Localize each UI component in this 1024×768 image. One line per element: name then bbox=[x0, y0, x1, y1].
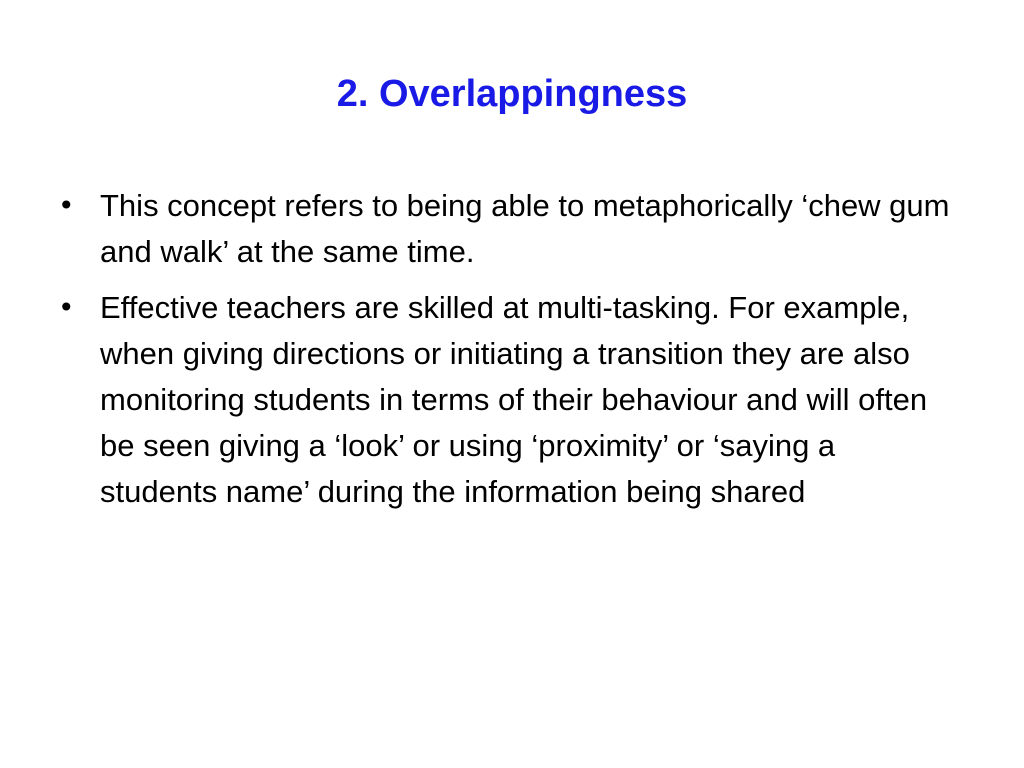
bullet-dot-icon: • bbox=[58, 291, 75, 324]
bullet-text: This concept refers to being able to metaphorically ‘chew gum and walk’ at the same time. bbox=[100, 188, 950, 269]
slide-title: 2. Overlappingness bbox=[336, 73, 688, 115]
bullet-item bbox=[56, 285, 956, 515]
bullet-list bbox=[56, 183, 956, 525]
bullet-item bbox=[56, 183, 956, 275]
bullet-text: Effective teachers are skilled at multi-tasking. For example, when giving directions or initiating a transition they are also monitoring students in terms of their behaviour and will often be seen giving a ‘look’ or using ‘proximity’ or ‘saying a students name’ during the information being shared bbox=[100, 290, 928, 509]
bullet-dot-icon: • bbox=[58, 189, 75, 222]
